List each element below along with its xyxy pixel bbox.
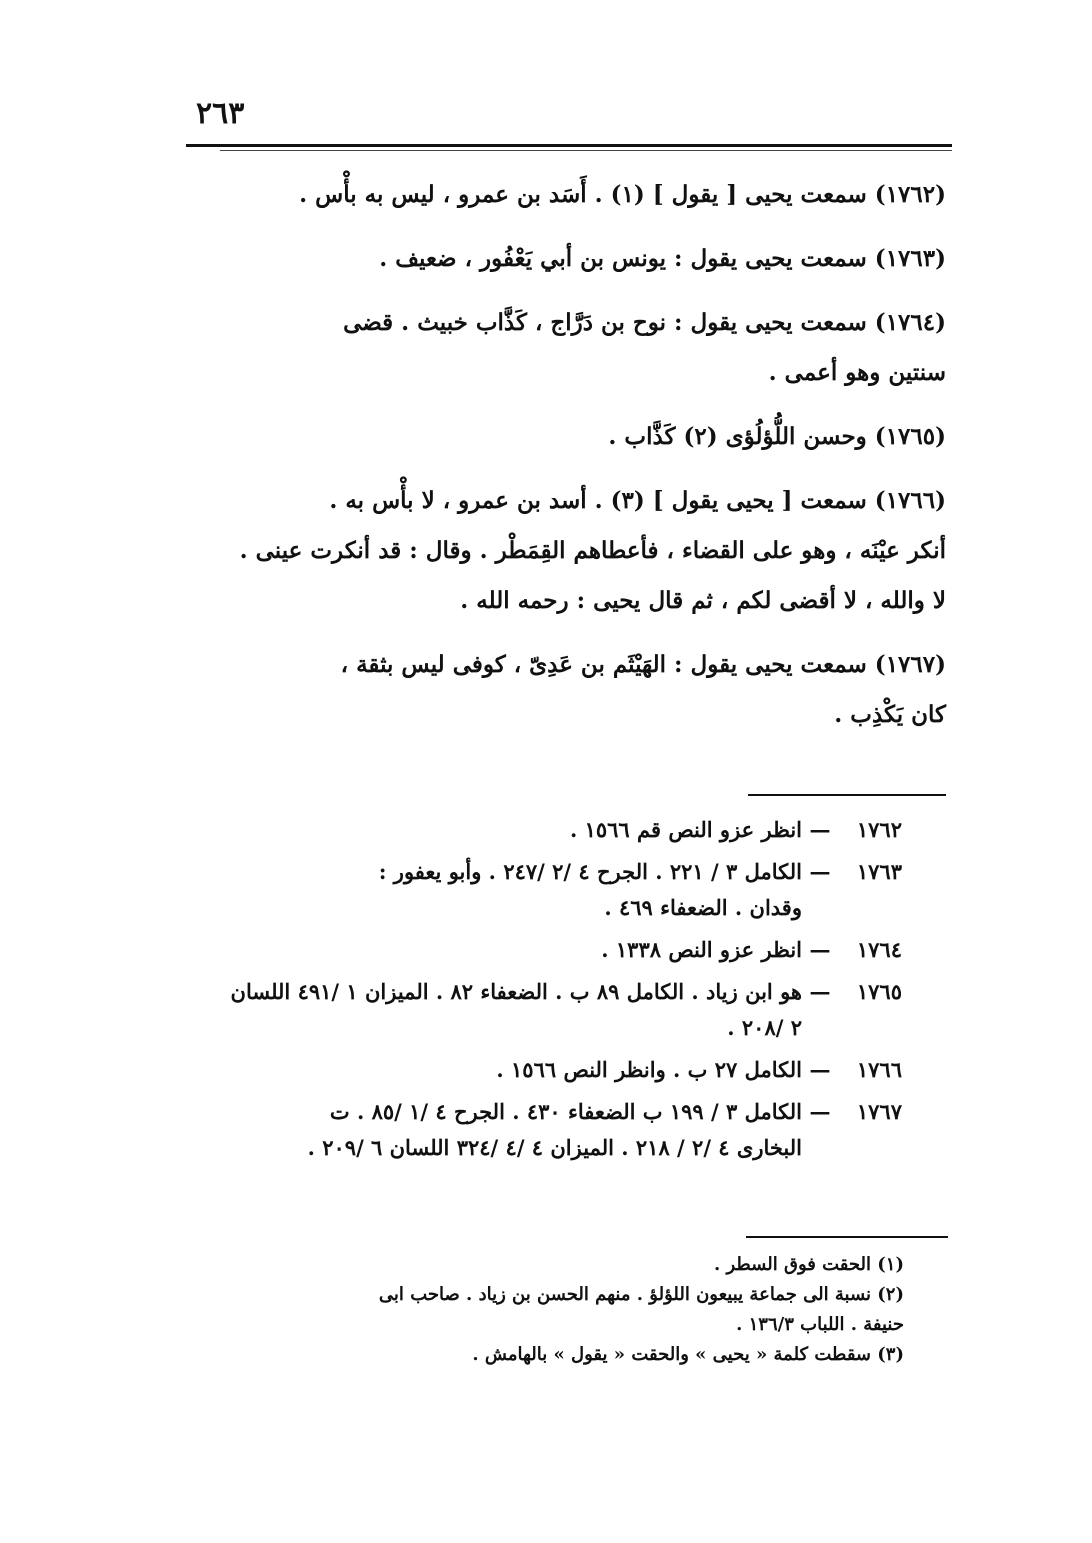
note-body (190, 1094, 802, 1166)
entry-line: كان يَكْذِب . (834, 701, 946, 728)
note-body (190, 1052, 802, 1088)
footnotes-section (196, 1250, 904, 1370)
note-number: ١٧٦٢ (856, 817, 902, 842)
entry-line: (١٧٦٢) سمعت يحيى [ يقول ] (١) . أَسَد بن عمرو ، ليس به بأْس . (299, 181, 946, 208)
note-dash: — (809, 1099, 831, 1124)
note-line: انظر عزو النص قم ١٥٦٦ . (569, 817, 802, 842)
entry-1766 (190, 476, 946, 626)
note-body (190, 974, 802, 1046)
entry-1765 (190, 412, 946, 462)
notes-divider (748, 794, 946, 796)
note-body (190, 854, 802, 926)
entry-1762 (190, 170, 946, 220)
note-line: هو ابن زياد . الكامل ٨٩ ب . الضعفاء ٨٢ . الميزان ١ /٤٩١ اللسان (230, 979, 802, 1004)
footnote-line: (٣) سقطت كلمة « يحيى » والحقت « يقول » بالهامش . (472, 1344, 904, 1365)
note-1763 (190, 854, 902, 926)
note-line: وقدان . الضعفاء ٤٦٩ . (604, 895, 802, 920)
note-number: ١٧٦٧ (856, 1099, 902, 1124)
notes-section (190, 812, 902, 1172)
note-body (190, 812, 802, 848)
entry-1767 (190, 640, 946, 740)
note-dash: — (809, 1057, 831, 1082)
page-number: ٢٦٣ (196, 96, 245, 131)
main-text (190, 170, 946, 754)
entry-line: (١٧٦٤) سمعت يحيى يقول : نوح بن دَرَّاج ، كَذَّاب خبيث . قضى (343, 309, 946, 336)
note-dash: — (809, 859, 831, 884)
note-line: الكامل ٣ / ٢٢١ . الجرح ٤ /٢ /٢٤٧ . وأبو يعفور : (378, 859, 802, 884)
note-line: انظر عزو النص ١٣٣٨ . (601, 937, 802, 962)
footnotes-divider (746, 1236, 948, 1238)
entry-line: سنتين وهو أعمى . (768, 359, 946, 386)
entry-line: (١٧٦٧) سمعت يحيى يقول : الهَيْثَم بن عَدِىّ ، كوفى ليس بثقة ، (340, 651, 946, 678)
note-number: ١٧٦٣ (856, 859, 902, 884)
note-dash: — (809, 937, 831, 962)
note-1765 (190, 974, 902, 1046)
note-1764 (190, 932, 902, 968)
note-line: الكامل ٢٧ ب . وانظر النص ١٥٦٦ . (496, 1057, 802, 1082)
entry-1764 (190, 298, 946, 398)
note-1767 (190, 1094, 902, 1166)
entry-line: (١٧٦٥) وحسن اللُّؤلُؤى (٢) كَذَّاب . (608, 423, 946, 450)
note-1762 (190, 812, 902, 848)
entry-line: لا والله ، لا أقضى لكم ، ثم قال يحيى : رحمه الله . (460, 587, 946, 614)
note-number: ١٧٦٥ (856, 979, 902, 1004)
header-rule (186, 144, 952, 147)
note-1766 (190, 1052, 902, 1088)
note-number: ١٧٦٤ (856, 937, 902, 962)
footnote-line: (٢) نسبة الى جماعة يبيعون اللؤلؤ . منهم الحسن بن زياد . صاحب ابى (378, 1284, 904, 1305)
note-line: الكامل ٣ / ١٩٩ ب الضعفاء ٤٣٠ . الجرح ٤ /١ /٨٥ . ت (329, 1099, 802, 1124)
entry-line: (١٧٦٣) سمعت يحيى يقول : يونس بن أبي يَعْفُور ، ضعيف . (379, 245, 946, 272)
note-body (190, 932, 802, 968)
note-number: ١٧٦٦ (856, 1057, 902, 1082)
note-dash: — (809, 979, 831, 1004)
note-dash: — (809, 817, 831, 842)
footnote-line: حنيفة . اللباب ١٣٦/٣ . (736, 1314, 904, 1335)
entry-line: أنكر عيْنَه ، وهو على القضاء ، فأعطاهم القِمَطْر . وقال : قد أنكرت عينى . (239, 537, 946, 564)
footnote-line: (١) الحقت فوق السطر . (713, 1254, 904, 1275)
entry-1763 (190, 234, 946, 284)
entry-line: (١٧٦٦) سمعت [ يحيى يقول ] (٣) . أسد بن عمرو ، لا بأْس به . (329, 487, 946, 514)
note-line: البخارى ٤ /٢ / ٢١٨ . الميزان ٤ /٤ /٣٢٤ اللسان ٦ /٢٠٩ . (307, 1135, 802, 1160)
note-line: ٢ /٢٠٨ . (727, 1015, 802, 1040)
